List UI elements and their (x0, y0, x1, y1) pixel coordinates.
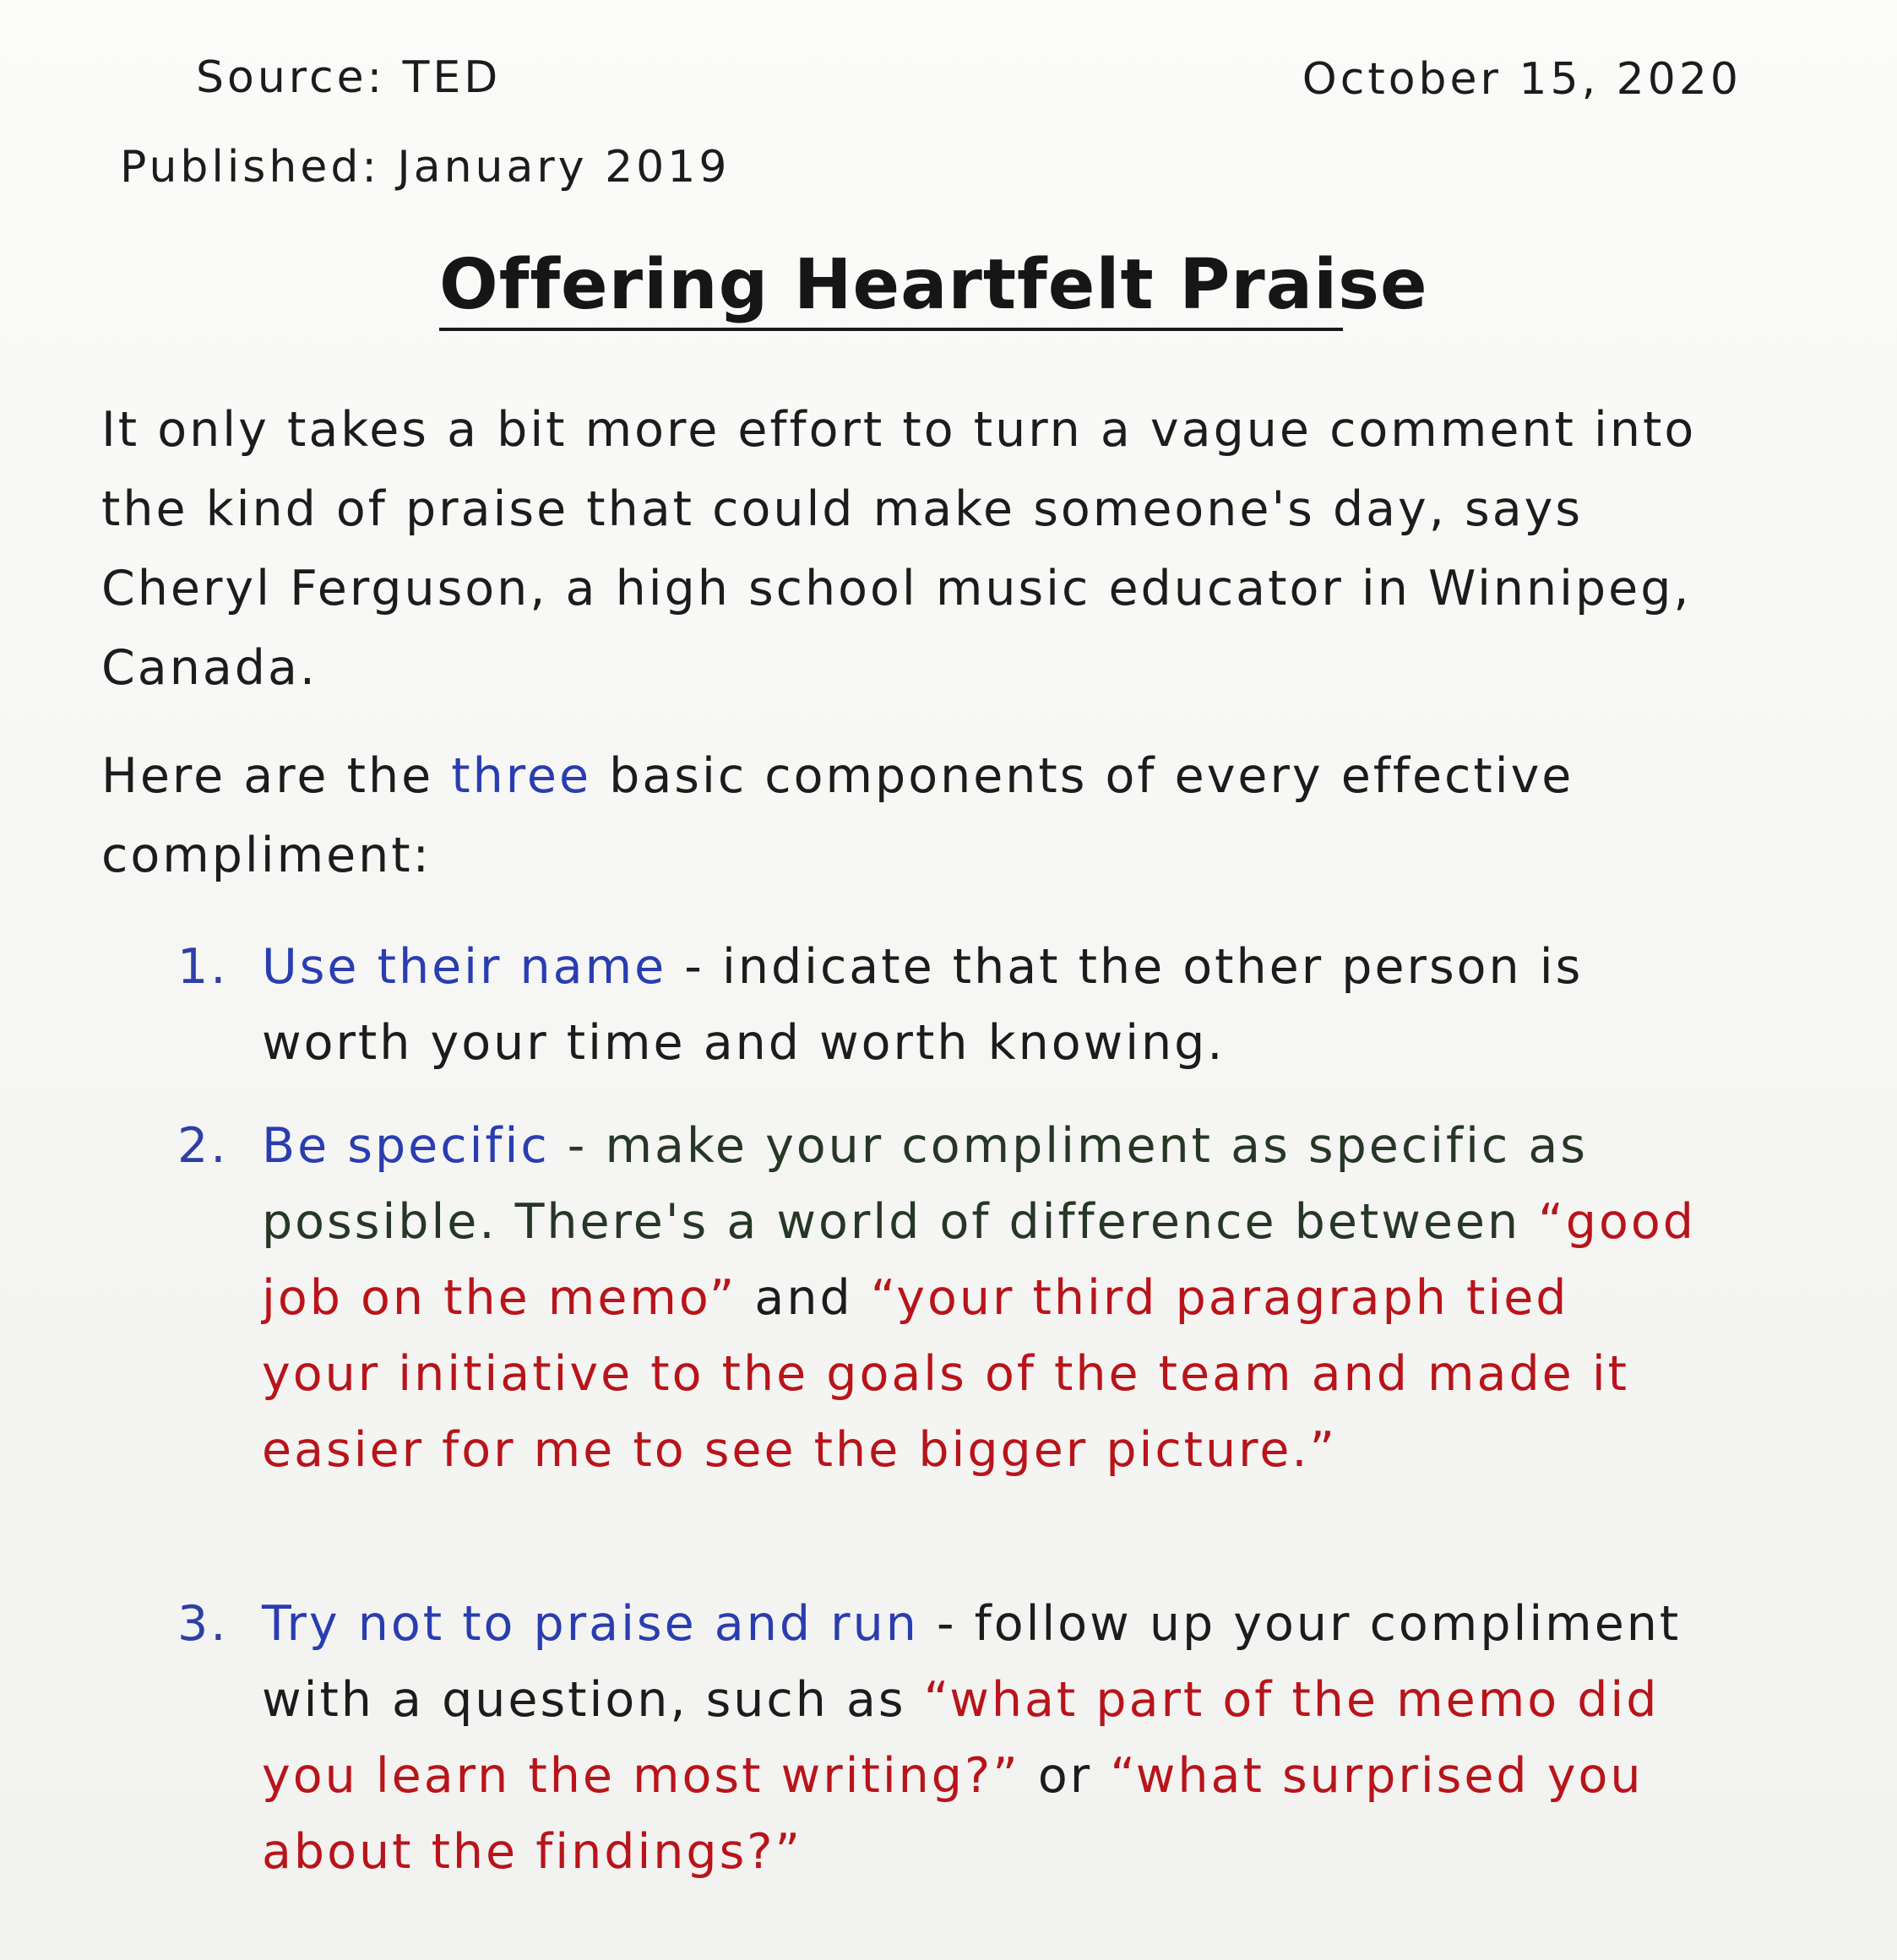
list-item-3 (177, 1586, 1698, 1890)
published-label: Published: January 2019 (120, 142, 731, 193)
list-body-3 (262, 1586, 1698, 1890)
list-text-2: - make your compliment as specific as possible. There's a world of difference between (262, 1118, 1588, 1250)
date-label: October 15, 2020 (1302, 54, 1742, 105)
list-heading-2: Be specific (262, 1118, 550, 1174)
list-mid-2: and (737, 1270, 871, 1326)
title-underline (439, 328, 1343, 331)
list-item-1 (177, 929, 1698, 1081)
list-mid-3: or (1019, 1748, 1111, 1804)
list-item-2 (177, 1108, 1698, 1488)
list-number-1: 1. (177, 939, 229, 995)
list-heading-3: Try not to praise and run (262, 1596, 919, 1652)
title-container (439, 245, 1428, 325)
components-paragraph (101, 736, 1706, 895)
list-quote-3a: “what part of the memo did you learn the most writing?” (262, 1672, 1660, 1804)
list-text-3: - follow up your compliment with a question, such as (262, 1596, 1682, 1728)
list-heading-1: Use their name (262, 939, 667, 995)
list-quote-2b: “your third paragraph tied your initiative to the goals of the team and made it easier for me to see the bigger picture.” (262, 1270, 1630, 1478)
list-number-3: 3. (177, 1596, 229, 1652)
components-text-before: Here are the (101, 748, 452, 804)
list-body-1 (262, 929, 1698, 1081)
list-quote-2a: “good job on the memo” (262, 1194, 1696, 1326)
list-body-2 (262, 1108, 1698, 1488)
page-title: Offering Heartfelt Praise (439, 245, 1428, 325)
list-text-1: - indicate that the other person is worth your time and worth knowing. (262, 939, 1584, 1071)
intro-paragraph: It only takes a bit more effort to turn a vague comment into the kind of praise that could make someone's day, says Cheryl Ferguson, a high school music educator in Winnipeg, Canada. (101, 402, 1697, 696)
list-number-2: 2. (177, 1118, 229, 1174)
list-quote-3b: “what surprised you about the findings?” (262, 1748, 1644, 1880)
source-label: Source: TED (196, 52, 502, 103)
components-highlight: three (451, 748, 592, 804)
components-text-after: basic components of every effective compliment: (101, 748, 1574, 883)
